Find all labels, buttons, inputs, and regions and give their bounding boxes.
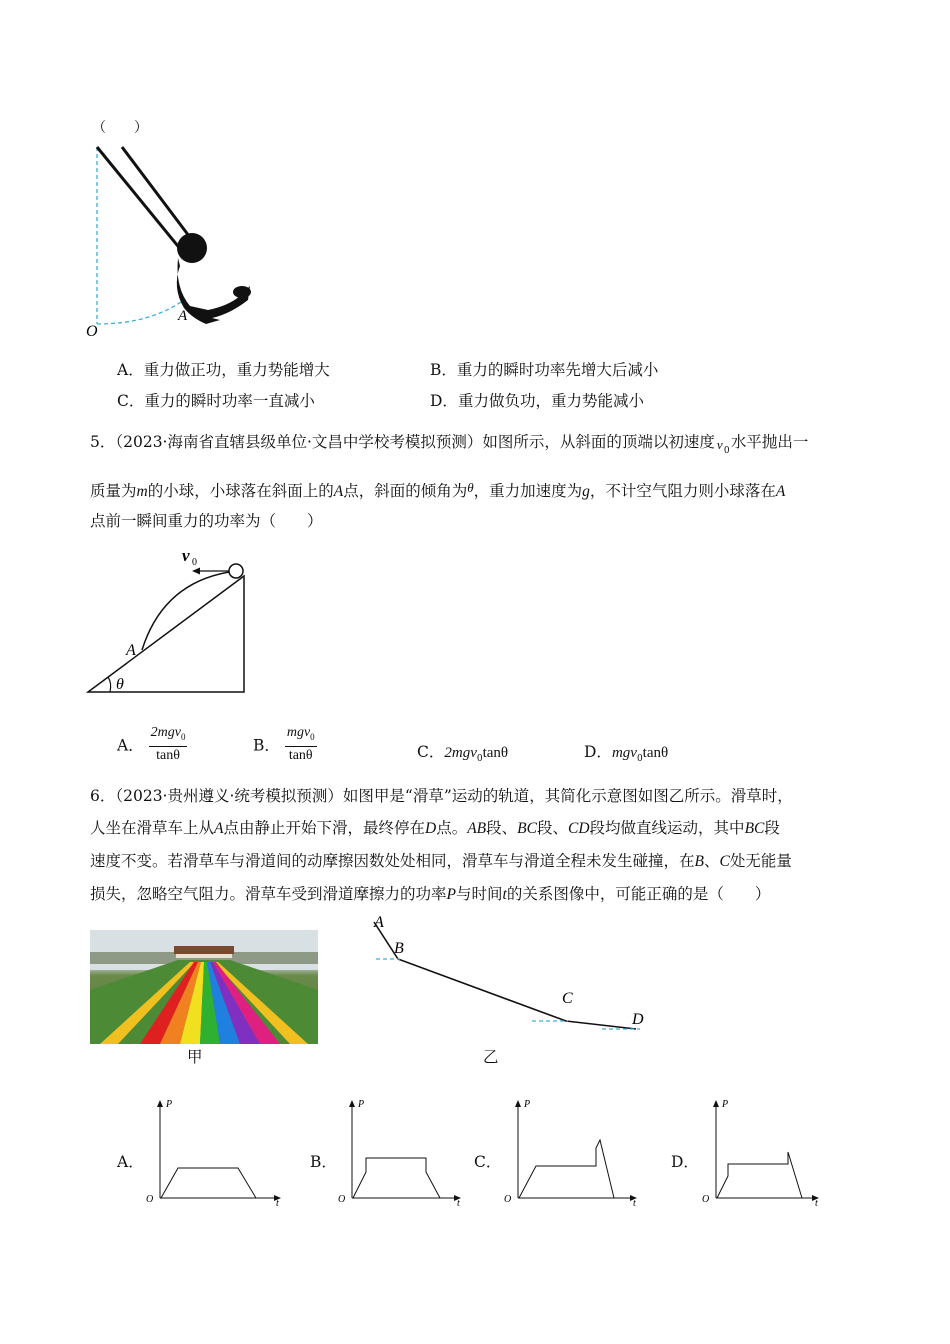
origin-label: O — [146, 1194, 154, 1205]
point-a-label: A — [126, 642, 136, 659]
q6-line-4: 损失，忽略空气阻力。滑草车受到滑道摩擦力的功率P与时间t的关系图像中，可能正确的是（ ） — [90, 885, 771, 903]
axis-p-label: P — [358, 1099, 365, 1110]
q6-option-c-letter[interactable]: C． — [474, 1153, 502, 1171]
axis-t-label: t — [633, 1198, 636, 1206]
v0-label: v — [182, 546, 190, 565]
graph-c[interactable] — [502, 1094, 647, 1206]
q6-line-3: 速度不变。若滑草车与滑道间的动摩擦因数处处相同，滑草车与滑道全程未发生碰撞，在B、C处无能量 — [90, 852, 792, 870]
q4-option-a[interactable] — [117, 358, 330, 380]
option-letter: D． — [584, 743, 612, 761]
origin-label: O — [504, 1194, 512, 1205]
q6-option-d-letter[interactable]: D． — [671, 1153, 699, 1171]
origin-label: O — [338, 1194, 346, 1205]
track-point-c: C — [562, 990, 573, 1007]
q4-option-d[interactable] — [430, 389, 644, 411]
graph-d[interactable] — [700, 1094, 830, 1206]
track-point-a: A — [374, 914, 384, 931]
track-point-b: B — [394, 940, 404, 957]
answer-paren: （ ） — [92, 120, 148, 136]
option-letter: B． — [430, 361, 457, 379]
q5-line-3: 点前一瞬间重力的功率为（ ） — [90, 512, 323, 530]
fraction: $\frac{mgv_0}{\tan\theta}$ — [286, 725, 315, 763]
grass-slide-photo — [90, 930, 318, 1044]
q4-option-c[interactable] — [117, 389, 315, 411]
q5-option-c[interactable]: C．2mgv$_0$tanθ — [417, 743, 509, 765]
caption-jia: 甲 — [187, 1048, 203, 1066]
caption-yi: 乙 — [483, 1048, 499, 1066]
track-point-d: D — [632, 1011, 644, 1028]
axis-t-label: t — [457, 1198, 460, 1206]
option-text: 重力的瞬时功率一直减小 — [144, 392, 315, 410]
graph-a[interactable] — [144, 1094, 284, 1206]
option-letter: B． — [253, 736, 280, 755]
point-a-label: A — [178, 308, 188, 324]
option-letter: A． — [117, 736, 144, 755]
graph-b[interactable] — [336, 1094, 476, 1206]
q4-option-b[interactable] — [430, 358, 658, 380]
theta-label: θ — [116, 676, 124, 693]
q6-line-2: 人坐在滑草车上从A点由静止开始下滑，最终停在D点。AB段、BC段、CD段均做直线运动，其中BC段 — [90, 819, 780, 837]
track-diagram — [360, 910, 660, 1040]
point-o-label: O — [86, 323, 98, 340]
axis-p-label: P — [524, 1099, 531, 1110]
incline-figure — [84, 540, 259, 700]
q6-line-1: 6．（2023·贵州遵义·统考模拟预测）如图甲是“滑草”运动的轨道，其简化示意图如图乙所示。滑草时， — [90, 787, 793, 805]
q5-line-1: 5．（2023·海南省直辖县级单位·文昌中学校考模拟预测）如图所示，从斜面的顶端以初速度 v 0 水平抛出一 — [90, 433, 809, 456]
fraction: $\frac{2mgv_0}{\tan\theta}$ — [150, 725, 186, 763]
swing-figure — [80, 138, 270, 343]
q6-option-b-letter[interactable]: B． — [310, 1153, 337, 1171]
q5-option-a[interactable] — [117, 724, 187, 765]
option-letter: A． — [117, 361, 144, 379]
axis-t-label: t — [815, 1198, 818, 1206]
v0-subscript: 0 — [192, 557, 197, 568]
axis-t-label: t — [276, 1198, 279, 1206]
origin-label: O — [702, 1194, 710, 1205]
q5-option-d[interactable]: D．mgv$_0$tanθ — [584, 743, 669, 765]
axis-p-label: P — [722, 1099, 729, 1110]
option-text: 重力做正功，重力势能增大 — [143, 361, 330, 379]
option-letter: C． — [417, 743, 445, 761]
option-letter: C． — [117, 392, 145, 410]
axis-p-label: P — [166, 1099, 173, 1110]
option-letter: D． — [430, 392, 458, 410]
option-text: 重力的瞬时功率先增大后减小 — [456, 361, 659, 379]
q5-option-b[interactable] — [253, 724, 317, 765]
option-text: 重力做负功，重力势能减小 — [457, 392, 644, 410]
q5-line-2: 质量为m的小球，小球落在斜面上的A点，斜面的倾角为$^\theta$，重力加速度为g，不计空气阻力则小球落在A — [90, 480, 786, 500]
q6-option-a-letter[interactable]: A． — [117, 1153, 144, 1171]
